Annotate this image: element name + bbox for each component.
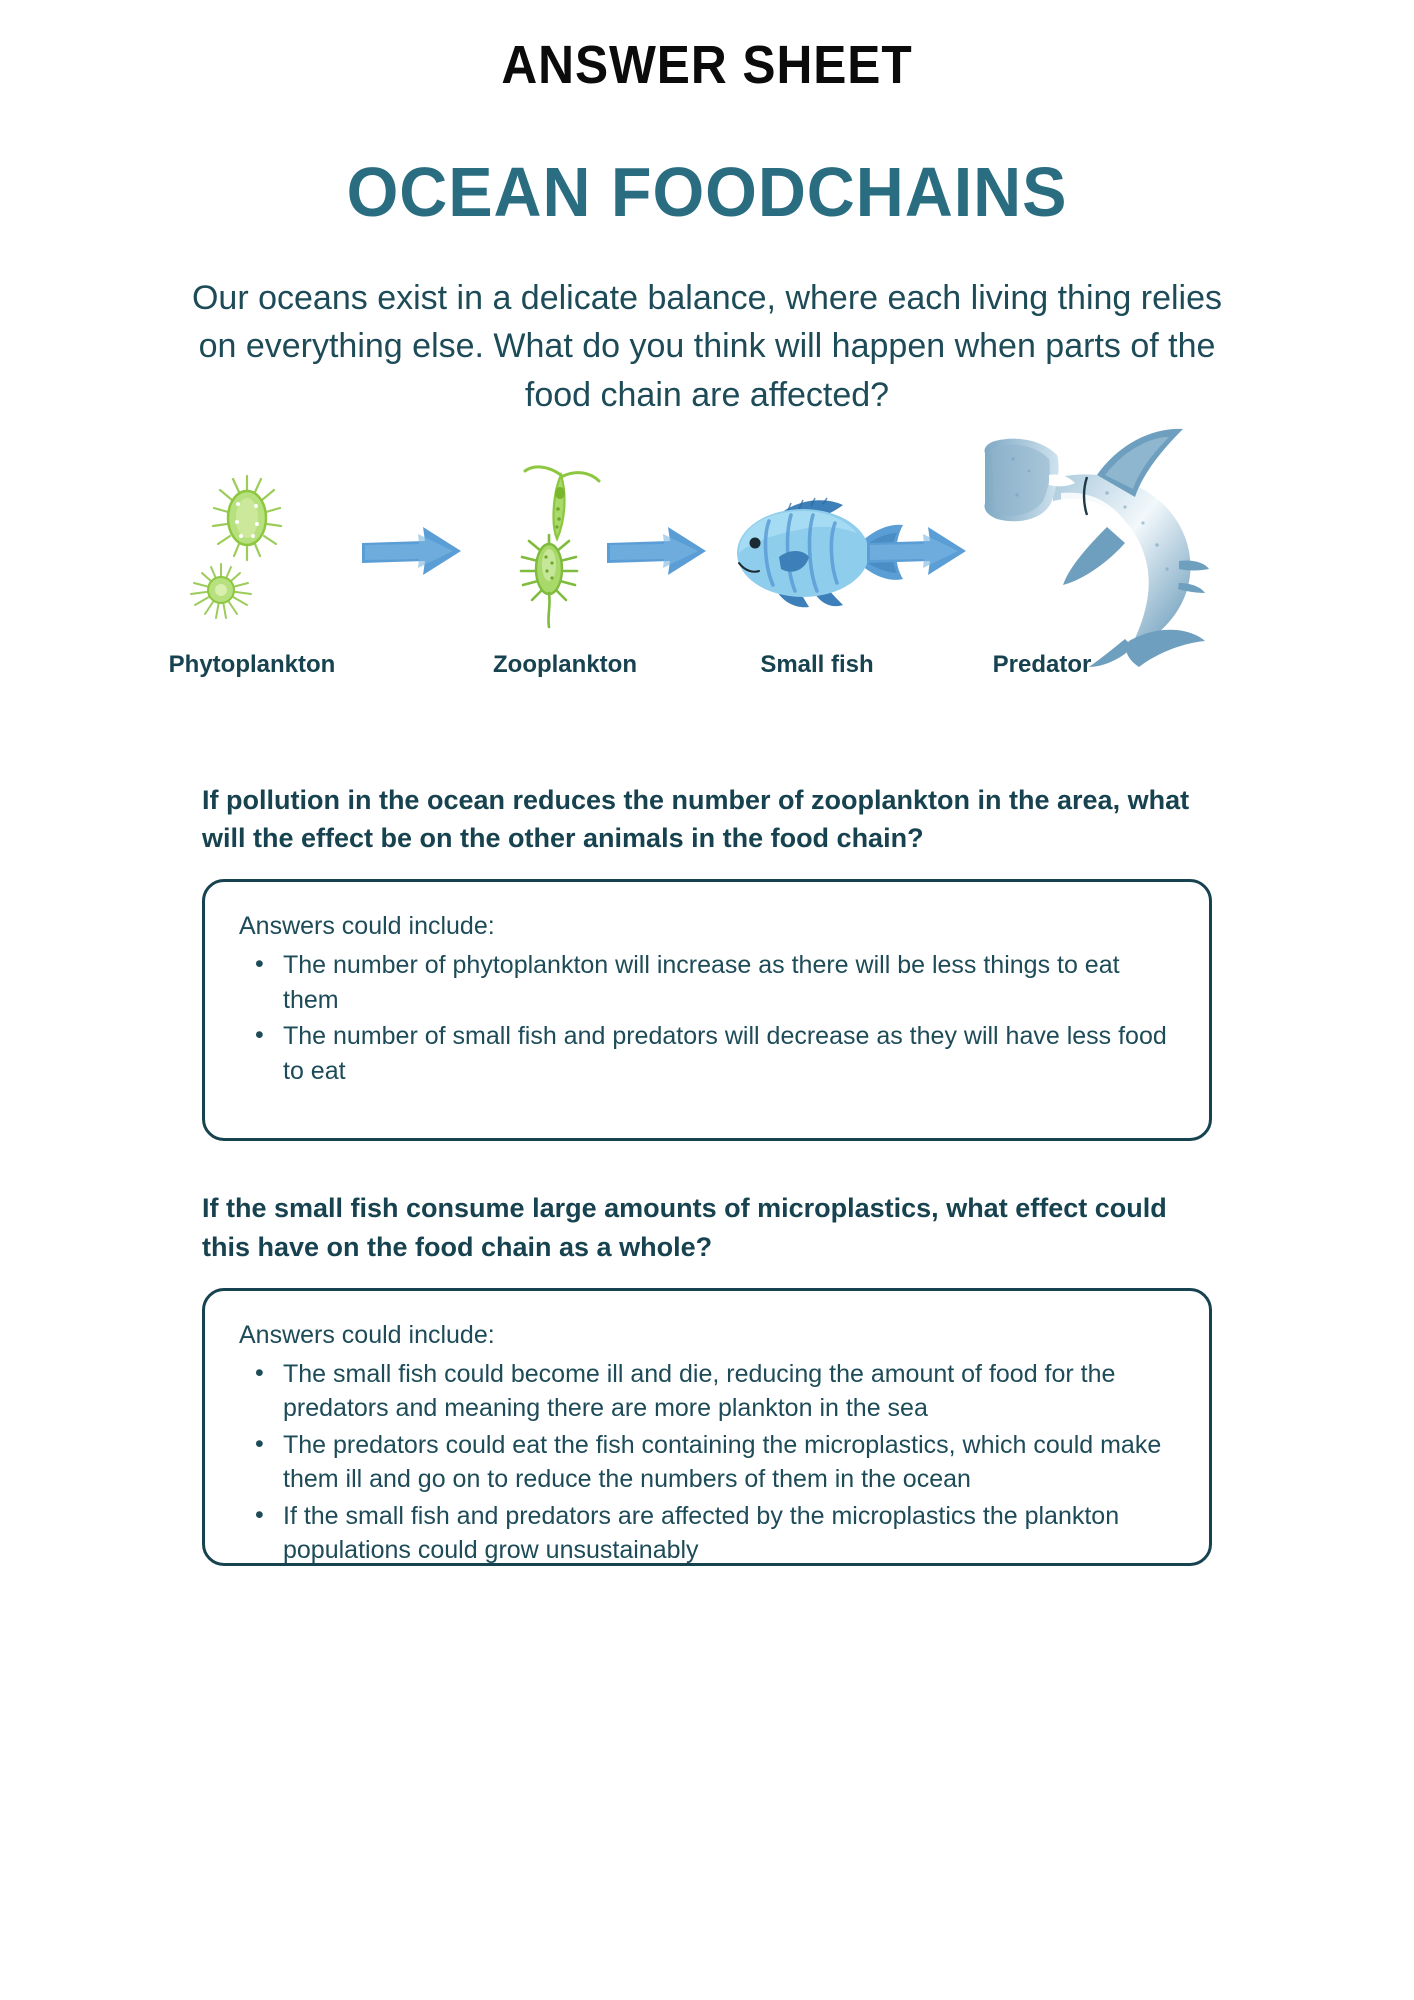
food-chain-diagram xyxy=(152,459,1262,709)
shark-icon xyxy=(952,419,1252,659)
intro-text: Our oceans exist in a delicate balance, where each living thing relies on everything else. What do you think will happen when parts of the food chain are affected? xyxy=(191,279,1223,414)
question-2-prompt: If the small fish consume large amounts of microplastics, what effect could this have on the food chain as a whole? xyxy=(202,1193,1167,1262)
list-item: • The number of phytoplankton will increase as there will be less things to eat them xyxy=(281,948,1175,1017)
answer-lead-1: Answers could include: xyxy=(239,912,495,941)
answer-lead-2: Answers could include: xyxy=(239,1321,495,1350)
food-chain-label-zooplankton: Zooplankton xyxy=(493,650,637,678)
intro-paragraph xyxy=(187,274,1227,419)
food-chain-label-small-fish: Small fish xyxy=(760,650,874,678)
list-item: • The predators could eat the fish containing the microplastics, which could make them ill and go on to reduce the numbers of them in the ocean xyxy=(281,1428,1175,1497)
answer-bullets-2 xyxy=(239,1357,1175,1568)
food-chain-label-phytoplankton: Phytoplankton xyxy=(168,650,336,678)
list-item: • The small fish could become ill and die, reducing the amount of food for the predators and meaning there are more plankton in the sea xyxy=(281,1357,1175,1426)
phytoplankton-icon xyxy=(152,459,352,649)
food-chain-label-predator: Predator xyxy=(992,650,1092,678)
arrow-right-icon xyxy=(357,521,467,588)
list-item: • If the small fish and predators are affected by the microplastics the plankton populations could grow unsustainably xyxy=(281,1499,1175,1568)
arrow-right-icon-2 xyxy=(602,521,712,588)
answer-box-2[interactable] xyxy=(202,1288,1212,1566)
answer-sheet-label: ANSWER SHEET xyxy=(501,35,913,95)
answer-box-1[interactable] xyxy=(202,879,1212,1141)
question-1-prompt: If pollution in the ocean reduces the number of zooplankton in the area, what will the effect be on the other animals in the food chain? xyxy=(202,784,1190,854)
answer-bullets-1 xyxy=(239,948,1175,1088)
list-item: • The number of small fish and predators will decrease as they will have less food to eat xyxy=(281,1019,1175,1088)
page-title: OCEAN FOODCHAINS xyxy=(346,153,1068,231)
